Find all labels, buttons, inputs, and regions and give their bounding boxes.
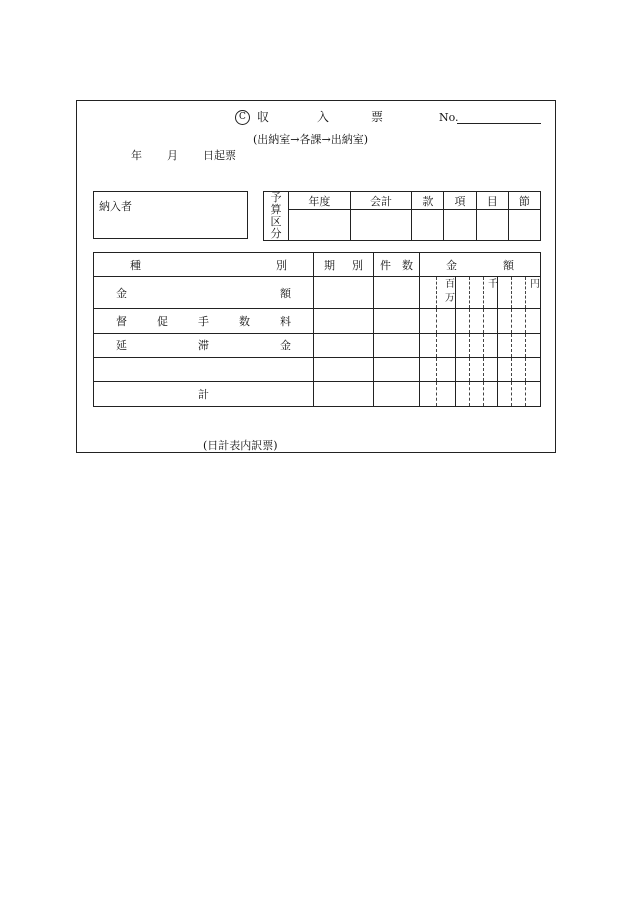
row-amount-cell[interactable] <box>420 309 541 333</box>
row-count-cell[interactable] <box>374 381 420 406</box>
amount-tick <box>469 382 470 406</box>
amount-tick <box>469 334 470 357</box>
budget-col-kan: 款 <box>412 192 444 210</box>
amount-tick <box>511 358 512 381</box>
unit-sen: 千 <box>488 279 498 291</box>
table-row <box>94 309 541 333</box>
amount-tick <box>436 277 437 308</box>
head-period: 期 別 <box>314 253 374 277</box>
row-count-cell[interactable] <box>374 357 420 381</box>
row-amount-cell[interactable] <box>420 277 541 309</box>
amount-tick <box>525 358 526 381</box>
amount-tick <box>525 277 526 308</box>
amount-tick <box>436 334 437 357</box>
row-count-cell[interactable] <box>374 309 420 333</box>
budget-col-kou: 項 <box>444 192 476 210</box>
row-count-cell[interactable] <box>374 333 420 357</box>
circle-c-mark: C <box>235 110 250 125</box>
detail-table <box>93 252 541 407</box>
head-amount: 金 額 <box>420 253 541 277</box>
row-amount-cell[interactable] <box>420 357 541 381</box>
unit-en: 円 <box>530 279 540 291</box>
date-month: 月 <box>167 149 178 162</box>
amount-tick <box>497 382 498 406</box>
amount-tick <box>525 334 526 357</box>
amount-tick <box>511 309 512 332</box>
amount-tick <box>455 334 456 357</box>
amount-tick <box>436 309 437 332</box>
budget-cell-setsu[interactable] <box>508 210 540 241</box>
amount-tick <box>455 309 456 332</box>
row-period-cell[interactable] <box>314 381 374 406</box>
budget-side-label: 予 算 区 分 <box>264 192 289 241</box>
row-period-cell[interactable] <box>314 309 374 333</box>
date-year: 年 <box>131 149 142 162</box>
table-row <box>94 381 541 406</box>
budget-cell-kan[interactable] <box>412 210 444 241</box>
row-label-total: 計 <box>94 381 314 406</box>
title-char-2: 入 <box>317 110 330 124</box>
number-label: No. <box>439 111 459 124</box>
amount-tick <box>469 309 470 332</box>
amount-tick <box>497 309 498 332</box>
table-row <box>94 357 541 381</box>
budget-col-nendo: 年度 <box>289 192 351 210</box>
unit-hyaku: 百 <box>445 279 455 291</box>
budget-col-moku: 目 <box>476 192 508 210</box>
table-row <box>94 333 541 357</box>
payer-box[interactable] <box>93 191 248 239</box>
amount-tick <box>469 358 470 381</box>
amount-tick <box>455 382 456 406</box>
head-count: 件 数 <box>374 253 420 277</box>
amount-tick <box>511 334 512 357</box>
budget-cell-nendo[interactable] <box>289 210 351 241</box>
row-label-entaikin: 延 滞 金 <box>94 333 314 357</box>
amount-tick <box>455 277 456 308</box>
payer-label: 納入者 <box>99 200 132 213</box>
budget-table <box>263 191 541 241</box>
amount-tick <box>483 382 484 406</box>
number-field[interactable] <box>457 123 541 124</box>
title-char-3: 票 <box>371 110 384 124</box>
row-amount-cell[interactable] <box>420 381 541 406</box>
budget-cell-kou[interactable] <box>444 210 476 241</box>
amount-tick <box>525 382 526 406</box>
row-period-cell[interactable] <box>314 333 374 357</box>
row-label-blank[interactable] <box>94 357 314 381</box>
title-char-1: 収 <box>257 110 270 124</box>
table-row <box>94 277 541 309</box>
budget-cell-kaikei[interactable] <box>350 210 412 241</box>
amount-tick <box>525 309 526 332</box>
row-period-cell[interactable] <box>314 277 374 309</box>
amount-tick <box>483 277 484 308</box>
row-count-cell[interactable] <box>374 277 420 309</box>
amount-tick <box>497 358 498 381</box>
unit-man: 万 <box>445 293 455 305</box>
amount-tick <box>511 382 512 406</box>
amount-tick <box>436 358 437 381</box>
amount-tick <box>483 309 484 332</box>
receipt-form <box>76 100 556 453</box>
routing-text: (出納室→各課→出納室) <box>253 133 369 146</box>
row-label-tokusoku: 督 促 手 数 料 <box>94 309 314 333</box>
row-label-kingaku: 金 額 <box>94 277 314 309</box>
amount-tick <box>497 334 498 357</box>
amount-tick <box>483 358 484 381</box>
budget-cell-moku[interactable] <box>476 210 508 241</box>
budget-col-kaikei: 会計 <box>350 192 412 210</box>
footer-note: (日計表内訳票) <box>203 439 278 452</box>
row-period-cell[interactable] <box>314 357 374 381</box>
amount-tick <box>469 277 470 308</box>
budget-col-setsu: 節 <box>508 192 540 210</box>
amount-tick <box>483 334 484 357</box>
row-amount-cell[interactable] <box>420 333 541 357</box>
head-kind: 種 別 <box>94 253 314 277</box>
amount-tick <box>455 358 456 381</box>
amount-tick <box>436 382 437 406</box>
date-day-issued: 日起票 <box>203 149 236 162</box>
amount-tick <box>511 277 512 308</box>
